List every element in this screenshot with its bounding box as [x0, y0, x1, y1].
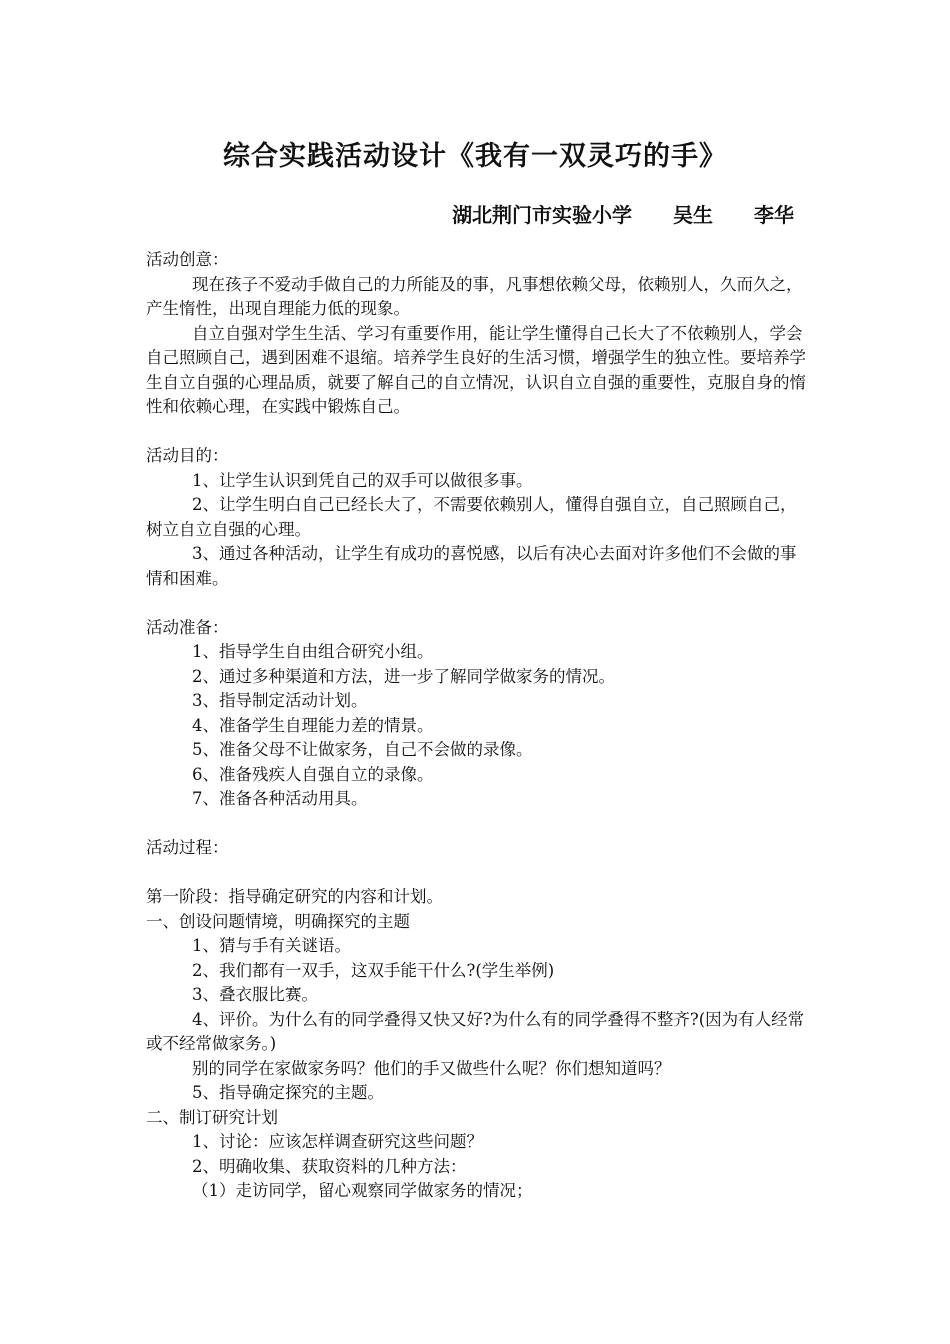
section-heading-goals: 活动目的： [146, 446, 229, 465]
list-item: 3、指导制定活动计划。 [192, 691, 368, 710]
byline-author-2: 李华 [754, 203, 794, 227]
list-item: 6、准备残疾人自强自立的录像。 [192, 764, 434, 784]
list-item: 1、指导学生自由组合研究小组。 [192, 642, 434, 661]
byline [452, 199, 794, 228]
section-heading-preparation: 活动准备： [146, 617, 229, 637]
list-item: 1、让学生认识到凭自己的双手可以做很多事。 [192, 470, 533, 490]
document-body [146, 248, 808, 1204]
list-item: 3、叠衣服比赛。 [192, 985, 318, 1004]
stage-heading: 第一阶段：指导确定研究的内容和计划。 [146, 887, 443, 906]
list-item: 1、讨论：应该怎样调查研究这些问题？ [192, 1132, 483, 1151]
list-item: 2、通过多种渠道和方法，进一步了解同学做家务的情况。 [192, 666, 615, 686]
list-item: 4、评价。为什么有的同学叠得又快又好?为什么有的同学叠得不整齐?(因为有人经常或不经常做家务。) [146, 1009, 805, 1053]
subsection-heading: 一、创设问题情境，明确探究的主题 [146, 911, 410, 931]
list-item: 别的同学在家做家务吗？他们的手又做些什么呢？你们想知道吗？ [192, 1058, 671, 1078]
list-item: 2、我们都有一双手，这双手能干什么?(学生举例) [192, 960, 555, 980]
subsection-heading: 二、制订研究计划 [146, 1107, 278, 1127]
list-item: （1）走访同学，留心观察同学做家务的情况； [192, 1181, 533, 1200]
paragraph: 自立自强对学生生活、学习有重要作用，能让学生懂得自己长大了不依赖别人，学会自己照顾自己，遇到困难不退缩。培养学生良好的生活习惯，增强学生的独立性。要培养学生自立自强的心理品质，就要了解自己的自立情况，认识自立自强的重要性，克服自身的惰性和依赖心理，在实践中锻炼自己。 [146, 323, 806, 416]
paragraph: 现在孩子不爱动手做自己的力所能及的事，凡事想依赖父母，依赖别人，久而久之，产生惰性，出现自理能力低的现象。 [146, 274, 803, 318]
list-item: 2、明确收集、获取资料的几种方法： [192, 1156, 467, 1176]
list-item: 1、猜与手有关谜语。 [192, 936, 351, 955]
list-item: 2、让学生明白自己已经长大了，不需要依赖别人，懂得自强自立，自己照顾自己，树立自立自强的心理。 [146, 495, 797, 539]
byline-author-1: 吴生 [673, 203, 714, 227]
section-heading-creativity: 活动创意： [146, 250, 229, 269]
list-item: 3、通过各种活动，让学生有成功的喜悦感，以后有决心去面对许多他们不会做的事情和困难。 [146, 544, 797, 588]
byline-school: 湖北荆门市实验小学 [452, 203, 633, 227]
list-item: 4、准备学生自理能力差的情景。 [192, 715, 434, 735]
list-item: 5、指导确定探究的主题。 [192, 1083, 384, 1102]
document-title: 综合实践活动设计《我有一双灵巧的手》 [223, 141, 727, 172]
list-item: 5、准备父母不让做家务，自己不会做的录像。 [192, 740, 533, 759]
section-heading-process: 活动过程： [146, 838, 229, 857]
list-item: 7、准备各种活动用具。 [192, 789, 368, 808]
